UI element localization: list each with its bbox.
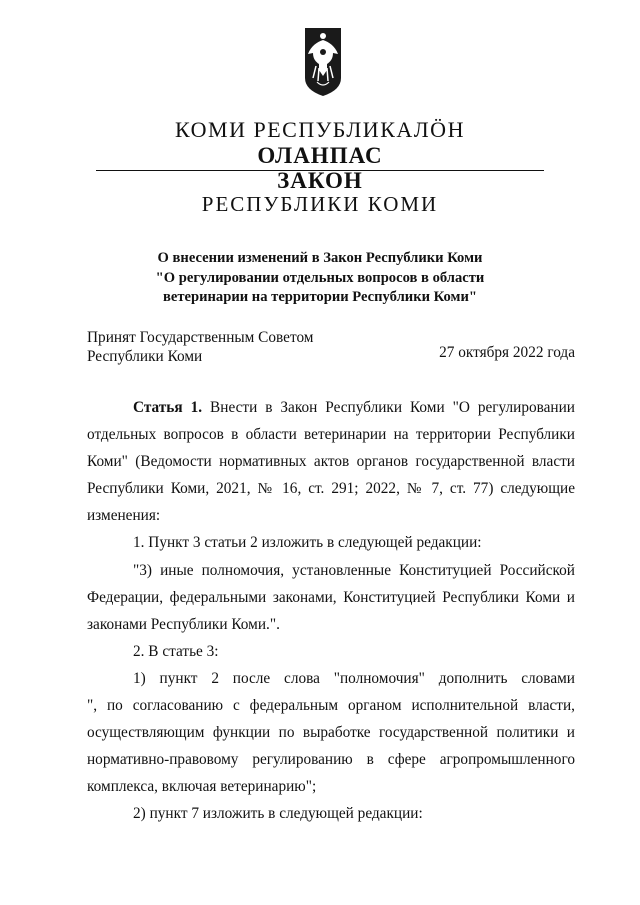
law-title-line: "О регулировании отдельных вопросов в области	[155, 269, 485, 286]
subitem-line: комплекса, включая ветеринарию";	[87, 778, 317, 796]
quote-line: законами Республики Коми.".	[87, 615, 280, 633]
law-title-line: ветеринарии на территории Республики Коми"	[162, 289, 477, 305]
quote-line: "3) иные полномочия, установленные Конституцией Российской	[133, 561, 575, 579]
article-1-line	[87, 394, 575, 421]
subitem-2: 2) пункт 7 изложить в следующей редакции:	[133, 805, 423, 823]
item-1: 1. Пункт 3 статьи 2 изложить в следующей редакции:	[133, 534, 482, 552]
header-olanpas: ОЛАНПАС	[257, 143, 383, 168]
adoption-date: 27 октября 2022 года	[439, 344, 575, 361]
law-body	[87, 394, 575, 828]
adopted-line: Принят Государственным Советом	[87, 329, 314, 346]
adopted-line: Республики Коми	[87, 348, 203, 365]
subitem-line: ", по согласованию с федеральным органом исполнительной власти,	[87, 697, 575, 715]
law-title-line: О внесении изменений в Закон Республики Коми	[157, 250, 483, 266]
article-label: Статья 1.	[133, 399, 203, 416]
item-2: 2. В статье 3:	[133, 642, 219, 660]
paragraph-text: Внести в Закон Республики Коми "О регулировании	[202, 399, 575, 416]
header-zakon: ЗАКОН	[277, 168, 363, 193]
quote-line: Федерации, федеральными законами, Конституцией Республики Коми и	[87, 588, 575, 606]
subitem-line: нормативно-правовому регулированию в сфере агропромышленного	[87, 751, 575, 769]
paragraph-line: Коми" (Ведомости нормативных актов органов государственной власти	[87, 453, 575, 471]
subitem-line: 1) пункт 2 после слова "полномочия" дополнить словами	[133, 669, 575, 687]
paragraph-line: изменения:	[87, 507, 161, 525]
adopted-by	[87, 328, 313, 366]
paragraph-line: Республики Коми, 2021, № 16, ст. 291; 2022, № 7, ст. 77) следующие	[87, 480, 575, 498]
komi-coat-of-arms-icon	[303, 26, 343, 98]
header-republic: РЕСПУБЛИКИ КОМИ	[201, 192, 439, 216]
subitem-line: осуществляющим функции по выработке государственной политики и	[87, 724, 575, 742]
paragraph-line: отдельных вопросов в области ветеринарии на территории Республики	[87, 426, 575, 444]
header-komi-line: КОМИ РЕСПУБЛИКАЛӦН	[175, 117, 465, 142]
law-title	[0, 249, 640, 308]
